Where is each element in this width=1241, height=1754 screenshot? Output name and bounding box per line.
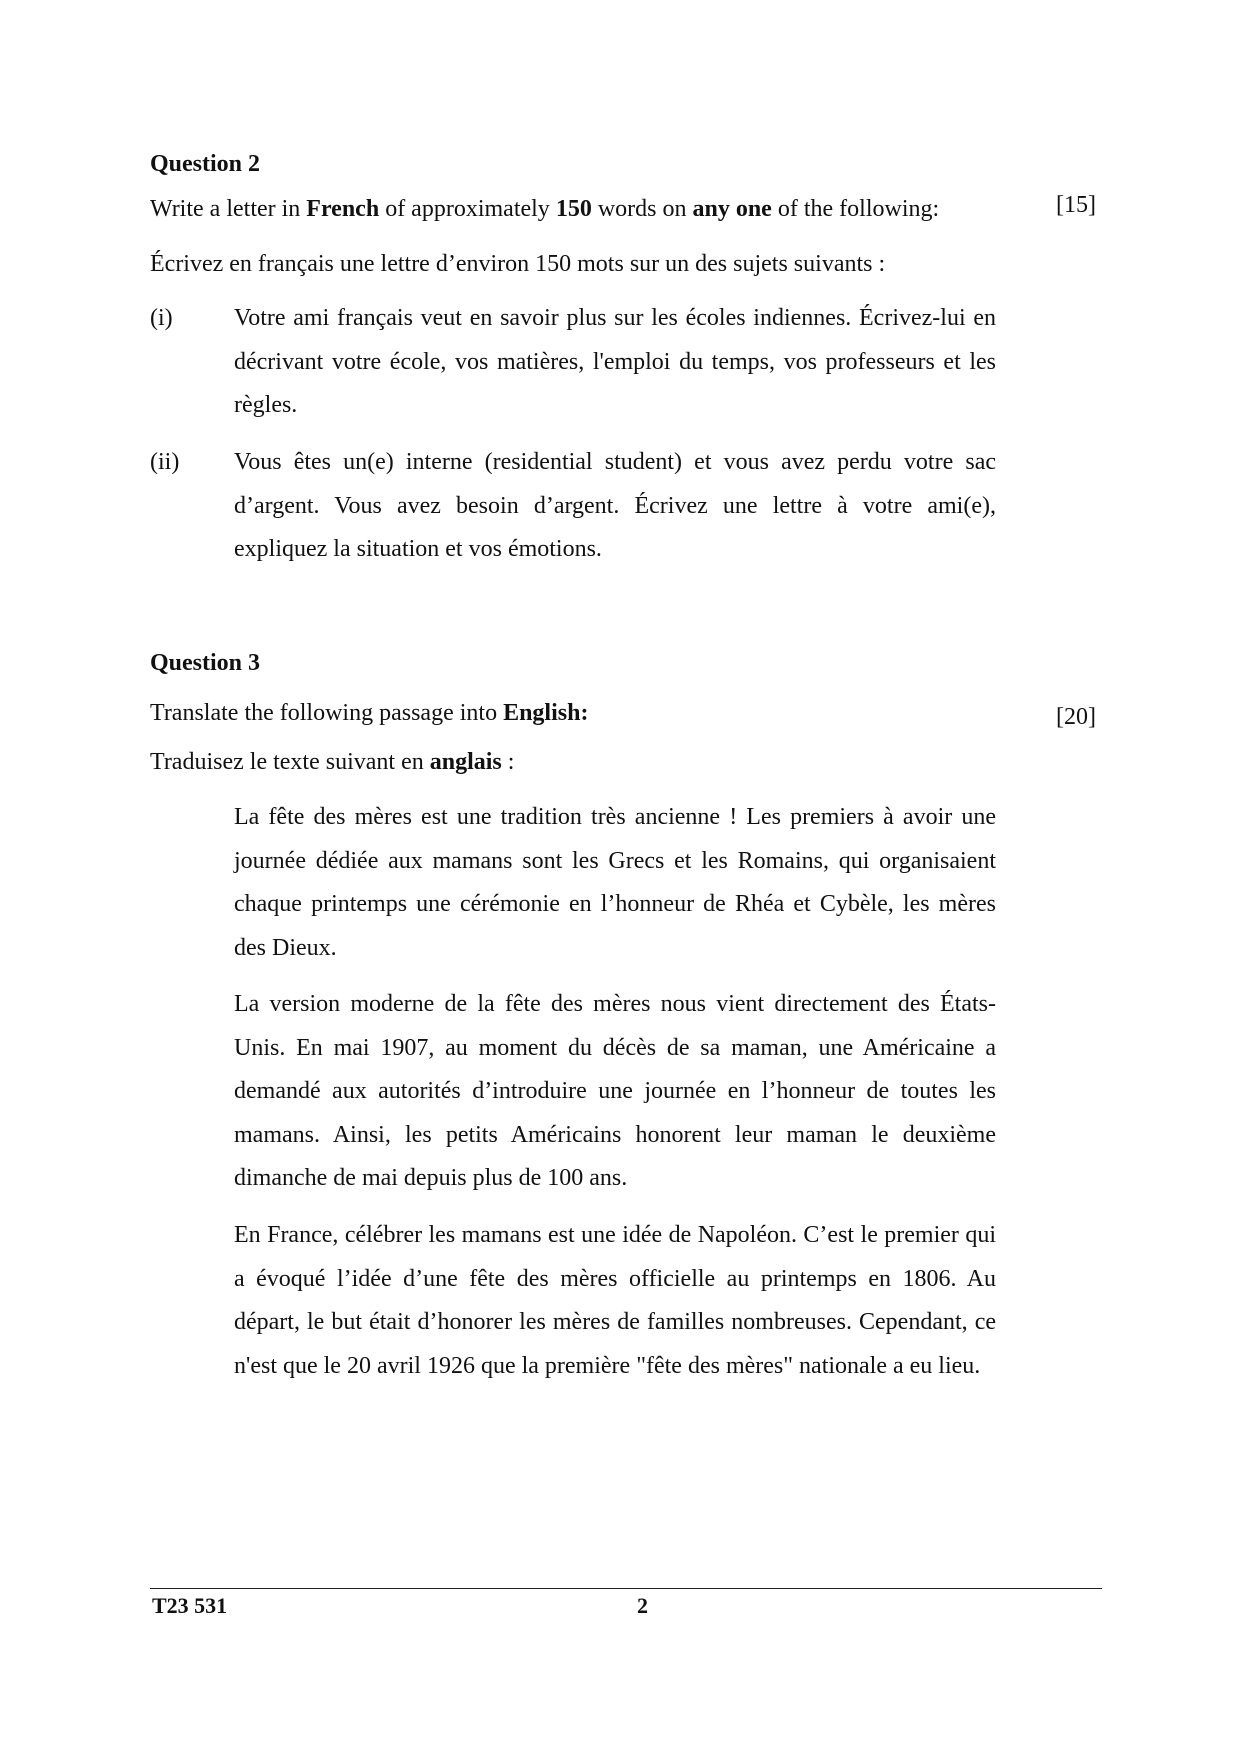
question-2-item-label: (ii)	[150, 449, 180, 475]
question-3-instruction-fr	[150, 749, 514, 776]
passage-paragraph: En France, célébrer les mamans est une idée de Napoléon. C’est le premier qui a évoqué l’idée d’une fête des mères officielle au printemps en 1806. Au départ, le but était d’honorer les mères de familles nombreuses. Cependant, ce n'est que le 20 avril 1926 que la première "fête des mères" nationale a eu lieu.	[234, 1222, 996, 1379]
question-2-instruction-en	[150, 196, 939, 223]
instruction-bold: any one	[692, 196, 772, 222]
question-2-item-label: (i)	[150, 305, 173, 331]
instruction-text: Write a letter in	[150, 196, 307, 222]
instruction-text: of the following:	[771, 196, 940, 222]
page-number: 2	[637, 1593, 648, 1618]
instruction-bold: anglais	[429, 749, 502, 775]
instruction-bold: 150	[555, 196, 592, 222]
question-3-instruction-en	[150, 700, 588, 727]
instruction-text: of approximately	[379, 196, 556, 222]
instruction-text: Traduisez le texte suivant en	[150, 749, 430, 775]
question-2-heading: Question 2	[150, 151, 261, 177]
instruction-text: :	[501, 749, 515, 775]
instruction-bold: French	[306, 196, 380, 222]
instruction-bold: English:	[503, 700, 589, 726]
question-2-item-text: Vous êtes un(e) interne (residential student) et vous avez perdu votre sac d’argent. Vous avez besoin d’argent. Écrivez une lettre à votre ami(e), expliquez la situation et vos émotions.	[234, 449, 996, 562]
question-3-heading: Question 3	[150, 650, 261, 676]
question-2-marks: [15]	[1056, 192, 1096, 218]
passage-paragraph: La version moderne de la fête des mères nous vient directement des États-Unis. En mai 1907, au moment du décès de sa maman, une Américaine a demandé aux autorités d’introduire une journée en l’honneur de toutes les mamans. Ainsi, les petits Américains honorent leur maman le deuxième dimanche de mai depuis plus de 100 ans.	[234, 991, 996, 1191]
paper-code: T23 531	[152, 1593, 228, 1618]
question-3-marks: [20]	[1056, 704, 1096, 730]
instruction-text: words on	[591, 196, 693, 222]
question-2-instruction-fr: Écrivez en français une lettre d’environ 150 mots sur un des sujets suivants :	[150, 251, 886, 277]
passage-paragraph: La fête des mères est une tradition très ancienne ! Les premiers à avoir une journée dédiée aux mamans sont les Grecs et les Romains, qui organisaient chaque printemps une cérémonie en l’honneur de Rhéa et Cybèle, les mères des Dieux.	[234, 804, 996, 961]
instruction-text: Translate the following passage into	[150, 700, 504, 726]
question-2-item-text: Votre ami français veut en savoir plus sur les écoles indiennes. Écrivez-lui en décrivant votre école, vos matières, l'emploi du temps, vos professeurs et les règles.	[234, 305, 996, 418]
footer-divider	[150, 1588, 1102, 1589]
